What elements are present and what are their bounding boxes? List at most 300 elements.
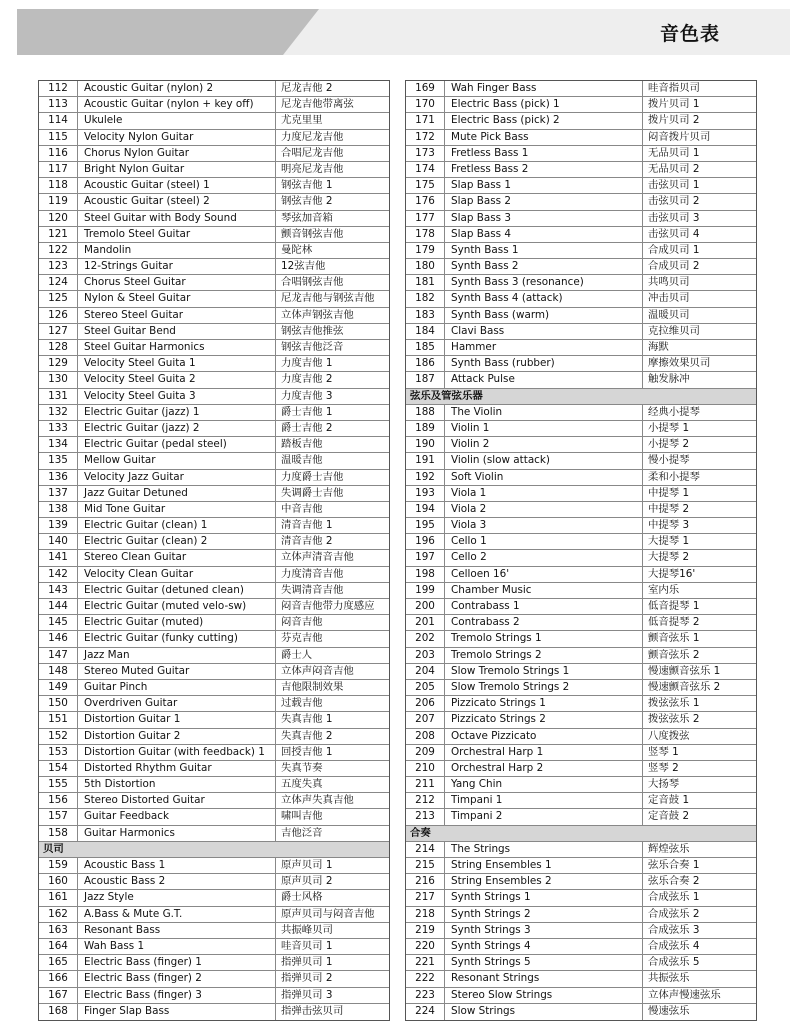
voice-number: 196 [406, 534, 445, 549]
table-row [39, 502, 389, 518]
table-row [406, 599, 756, 615]
table-row [406, 890, 756, 906]
table-row [39, 113, 389, 129]
voice-name-english: Tremolo Steel Guitar [78, 227, 276, 242]
voice-name-chinese: 室内乐 [648, 583, 680, 596]
voice-name-english: Electric Bass (pick) 1 [445, 97, 643, 112]
table-row [39, 389, 389, 405]
voice-name-english: Orchestral Harp 2 [445, 761, 643, 776]
voice-number: 154 [39, 761, 78, 776]
voice-name-english: Hammer [445, 340, 643, 355]
voice-number: 124 [39, 275, 78, 290]
voice-name-chinese: 尼龙吉他 2 [281, 82, 333, 94]
voice-name-english: Orchestral Harp 1 [445, 745, 643, 760]
voice-name-english: Slap Bass 3 [445, 211, 643, 226]
voice-name-english: Slap Bass 4 [445, 227, 643, 242]
voice-number: 183 [406, 308, 445, 323]
table-row [39, 988, 389, 1004]
voice-name-chinese: 12弦吉他 [281, 260, 326, 273]
table-row [406, 534, 756, 550]
voice-name-chinese: 合成弦乐 5 [648, 956, 700, 969]
voice-number: 146 [39, 631, 78, 646]
voice-number: 198 [406, 567, 445, 582]
voice-number: 200 [406, 599, 445, 614]
table-row [406, 178, 756, 194]
voice-number: 175 [406, 178, 445, 193]
voice-name-chinese: 钢弦吉他泛音 [281, 341, 344, 353]
voice-name-english: Electric Guitar (detuned clean) [78, 583, 276, 598]
voice-name-english: Chorus Steel Guitar [78, 275, 276, 290]
table-row [39, 729, 389, 745]
voice-name-english: Electric Guitar (jazz) 2 [78, 421, 276, 436]
table-row [406, 502, 756, 518]
voice-name-chinese: 钢弦吉他推弦 [281, 324, 344, 337]
voice-name-english: Electric Bass (finger) 2 [78, 971, 276, 986]
voice-name-chinese: 立体声慢速弦乐 [648, 988, 721, 1001]
voice-name-english: Distortion Guitar (with feedback) 1 [78, 745, 276, 760]
voice-number: 178 [406, 227, 445, 242]
voice-number: 215 [406, 858, 445, 873]
voice-number: 174 [406, 162, 445, 177]
voice-name-english: Stereo Steel Guitar [78, 308, 276, 323]
voice-name-english: Jazz Style [78, 890, 276, 905]
voice-number: 164 [39, 939, 78, 954]
voice-number: 168 [39, 1004, 78, 1020]
table-row [406, 291, 756, 307]
header-diagonal [283, 9, 319, 55]
voice-name-chinese: 尼龙吉他与钢弦吉他 [281, 292, 375, 305]
table-row [39, 648, 389, 664]
table-row [406, 421, 756, 437]
table-row [39, 599, 389, 615]
voice-name-chinese: 竖琴 2 [648, 761, 679, 774]
table-row [39, 470, 389, 486]
table-row [406, 405, 756, 421]
voice-table-left [38, 80, 390, 1021]
voice-name-english: The Strings [445, 842, 643, 857]
table-row [39, 567, 389, 583]
table-row [39, 130, 389, 146]
table-row [39, 324, 389, 340]
table-row [406, 437, 756, 453]
voice-number: 155 [39, 777, 78, 792]
voice-number: 150 [39, 696, 78, 711]
voice-number: 220 [406, 939, 445, 954]
voice-name-english: Overdriven Guitar [78, 696, 276, 711]
voice-name-english: Synth Bass (warm) [445, 308, 643, 323]
voice-name-english: Synth Bass 2 [445, 259, 643, 274]
voice-number: 121 [39, 227, 78, 242]
table-row [406, 324, 756, 340]
voice-number: 144 [39, 599, 78, 614]
table-row [39, 696, 389, 712]
voice-name-english: Stereo Slow Strings [445, 988, 643, 1003]
voice-name-english: Viola 1 [445, 486, 643, 501]
table-row [406, 939, 756, 955]
table-row [406, 971, 756, 987]
voice-name-chinese: 共鸣贝司 [648, 276, 690, 289]
voice-number: 142 [39, 567, 78, 582]
voice-name-english: Violin 2 [445, 437, 643, 452]
table-row [406, 712, 756, 728]
voice-number: 140 [39, 534, 78, 549]
voice-name-chinese: 指弹贝司 2 [281, 972, 333, 985]
voice-number: 199 [406, 583, 445, 598]
voice-name-english: Acoustic Guitar (nylon) 2 [78, 81, 276, 96]
voice-number: 219 [406, 923, 445, 938]
voice-name-chinese: 颤音弦乐 2 [648, 648, 700, 661]
voice-name-chinese: 无品贝司 1 [648, 146, 700, 159]
voice-number: 216 [406, 874, 445, 889]
table-row [39, 793, 389, 809]
voice-name-chinese: 合成弦乐 1 [648, 891, 700, 904]
table-row [406, 470, 756, 486]
voice-name-chinese: 哇音贝司 1 [281, 939, 333, 952]
table-row [39, 615, 389, 631]
voice-name-chinese: 回授吉他 1 [281, 745, 333, 758]
voice-name-english: Steel Guitar Bend [78, 324, 276, 339]
voice-name-english: Octave Pizzicato [445, 729, 643, 744]
voice-name-english: Distortion Guitar 2 [78, 729, 276, 744]
voice-name-chinese: 竖琴 1 [648, 745, 679, 758]
voice-name-english: Cello 1 [445, 534, 643, 549]
voice-name-chinese: 弦乐合奏 1 [648, 859, 700, 871]
voice-name-chinese: 哇音指贝司 [648, 82, 700, 94]
voice-name-english: Mid Tone Guitar [78, 502, 276, 517]
voice-name-chinese: 闷音吉他带力度感应 [281, 600, 375, 612]
voice-number: 126 [39, 308, 78, 323]
voice-name-chinese: 曼陀林 [281, 243, 313, 256]
voice-number: 116 [39, 146, 78, 161]
table-row [39, 939, 389, 955]
voice-name-chinese: 啸叫吉他 [281, 810, 323, 823]
voice-name-chinese: 失真节奏 [281, 761, 323, 774]
voice-number: 197 [406, 550, 445, 565]
voice-number: 224 [406, 1004, 445, 1020]
voice-name-english: Steel Guitar with Body Sound [78, 211, 276, 226]
voice-name-chinese: 指弹贝司 3 [281, 988, 333, 1001]
voice-name-english: The Violin [445, 405, 643, 420]
voice-number: 222 [406, 971, 445, 986]
voice-number: 195 [406, 518, 445, 533]
voice-name-chinese: 力度吉他 3 [281, 389, 333, 402]
voice-name-english: Timpani 1 [445, 793, 643, 808]
table-row [39, 1004, 389, 1020]
table-row [406, 308, 756, 324]
voice-name-chinese: 中提琴 1 [648, 486, 690, 499]
table-row [39, 421, 389, 437]
voice-name-chinese: 五度失真 [281, 778, 323, 791]
voice-name-english: Electric Bass (pick) 2 [445, 113, 643, 128]
voice-number: 114 [39, 113, 78, 128]
voice-name-chinese: 共振峰贝司 [281, 923, 333, 936]
voice-name-chinese: 定音鼓 1 [648, 794, 690, 807]
table-row [39, 971, 389, 987]
voice-name-chinese: 克拉维贝司 [648, 324, 700, 337]
voice-number: 113 [39, 97, 78, 112]
table-row [39, 809, 389, 825]
voice-name-english: Chorus Nylon Guitar [78, 146, 276, 161]
voice-number: 194 [406, 502, 445, 517]
voice-number: 208 [406, 729, 445, 744]
table-row [406, 162, 756, 178]
table-row [39, 518, 389, 534]
voice-name-english: Velocity Nylon Guitar [78, 130, 276, 145]
voice-number: 112 [39, 81, 78, 96]
voice-name-chinese: 原声贝司与闷音吉他 [281, 907, 375, 920]
voice-number: 167 [39, 988, 78, 1003]
voice-name-chinese: 定音鼓 2 [648, 810, 690, 823]
voice-name-english: Electric Guitar (pedal steel) [78, 437, 276, 452]
voice-name-chinese: 大扬琴 [648, 778, 680, 791]
voice-name-chinese: 钢弦吉他 1 [281, 179, 333, 192]
voice-name-english: Electric Guitar (jazz) 1 [78, 405, 276, 420]
voice-name-chinese: 力度吉他 2 [281, 373, 333, 386]
table-row [406, 761, 756, 777]
voice-name-chinese: 慢速颤音弦乐 1 [648, 664, 721, 677]
voice-number: 156 [39, 793, 78, 808]
voice-number: 157 [39, 809, 78, 824]
voice-name-chinese: 闷音吉他 [281, 616, 323, 629]
voice-number: 158 [39, 826, 78, 841]
voice-number: 131 [39, 389, 78, 404]
voice-name-english: Slap Bass 2 [445, 194, 643, 209]
voice-name-english: Clavi Bass [445, 324, 643, 339]
voice-name-chinese: 拨片贝司 1 [648, 98, 700, 111]
table-row [406, 874, 756, 890]
voice-name-english: Slow Tremolo Strings 1 [445, 664, 643, 679]
voice-name-english: Timpani 2 [445, 809, 643, 824]
table-row [39, 227, 389, 243]
voice-name-chinese: 琴弦加音箱 [281, 211, 333, 224]
table-row [406, 227, 756, 243]
voice-number: 173 [406, 146, 445, 161]
voice-name-english: Slap Bass 1 [445, 178, 643, 193]
voice-name-chinese: 立体声钢弦吉他 [281, 308, 354, 321]
voice-name-english: Synth Strings 3 [445, 923, 643, 938]
voice-name-english: Synth Bass (rubber) [445, 356, 643, 371]
table-row [406, 615, 756, 631]
voice-name-english: Acoustic Guitar (steel) 2 [78, 194, 276, 209]
table-row [39, 372, 389, 388]
table-row [39, 162, 389, 178]
voice-name-chinese: 合成贝司 1 [648, 243, 700, 256]
table-row [39, 907, 389, 923]
voice-name-chinese: 经典小提琴 [648, 405, 700, 418]
table-row [406, 518, 756, 534]
voice-name-chinese: 中提琴 3 [648, 519, 690, 532]
voice-number: 141 [39, 550, 78, 565]
voice-number: 205 [406, 680, 445, 695]
voice-name-chinese: 清音吉他 1 [281, 519, 333, 532]
voice-name-chinese: 失调清音吉他 [281, 583, 344, 596]
voice-name-english: Pizzicato Strings 1 [445, 696, 643, 711]
voice-name-chinese: 摩擦效果贝司 [648, 357, 711, 370]
voice-name-english: Velocity Steel Guita 2 [78, 372, 276, 387]
voice-name-chinese: 击弦贝司 3 [648, 211, 700, 224]
table-row [406, 259, 756, 275]
table-row [406, 113, 756, 129]
voice-name-english: Chamber Music [445, 583, 643, 598]
voice-number: 125 [39, 291, 78, 306]
voice-number: 189 [406, 421, 445, 436]
voice-name-chinese: 立体声失真吉他 [281, 794, 354, 807]
page-header [17, 9, 790, 55]
table-row [39, 275, 389, 291]
table-row [406, 243, 756, 259]
voice-name-chinese: 柔和小提琴 [648, 470, 700, 483]
voice-number: 147 [39, 648, 78, 663]
voice-number: 203 [406, 648, 445, 663]
voice-name-chinese: 失调爵士吉他 [281, 486, 344, 499]
table-row [39, 178, 389, 194]
voice-name-chinese: 爵士风格 [281, 891, 323, 904]
voice-name-english: Soft Violin [445, 470, 643, 485]
voice-name-english: Synth Bass 4 (attack) [445, 291, 643, 306]
table-row [39, 955, 389, 971]
voice-name-english: Electric Guitar (muted velo-sw) [78, 599, 276, 614]
voice-name-english: Stereo Distorted Guitar [78, 793, 276, 808]
table-row [39, 550, 389, 566]
voice-number: 213 [406, 809, 445, 824]
voice-number: 122 [39, 243, 78, 258]
voice-name-chinese: 力度爵士吉他 [281, 470, 344, 483]
table-row [406, 907, 756, 923]
voice-number: 165 [39, 955, 78, 970]
voice-name-english: String Ensembles 1 [445, 858, 643, 873]
voice-name-chinese: 八度拨弦 [648, 729, 690, 742]
voice-name-english: Celloen 16' [445, 567, 643, 582]
voice-name-chinese: 爵士吉他 2 [281, 421, 333, 434]
voice-name-chinese: 失真吉他 2 [281, 729, 333, 742]
voice-name-english: Guitar Harmonics [78, 826, 276, 841]
table-row [39, 858, 389, 874]
voice-name-chinese: 钢弦吉他 2 [281, 195, 333, 208]
table-row [406, 858, 756, 874]
voice-number: 185 [406, 340, 445, 355]
voice-name-english: Wah Bass 1 [78, 939, 276, 954]
voice-number: 172 [406, 130, 445, 145]
voice-number: 152 [39, 729, 78, 744]
voice-number: 160 [39, 874, 78, 889]
voice-name-english: Wah Finger Bass [445, 81, 643, 96]
table-row [39, 712, 389, 728]
table-row [39, 631, 389, 647]
table-row [39, 486, 389, 502]
voice-number: 182 [406, 291, 445, 306]
voice-name-chinese: 踏板吉他 [281, 438, 323, 451]
voice-number: 209 [406, 745, 445, 760]
voice-name-english: Electric Guitar (clean) 1 [78, 518, 276, 533]
voice-name-chinese: 击弦贝司 2 [648, 195, 700, 208]
table-row [406, 130, 756, 146]
table-row [39, 583, 389, 599]
voice-name-chinese: 合唱尼龙吉他 [281, 146, 344, 159]
table-row [39, 194, 389, 210]
voice-number: 128 [39, 340, 78, 355]
voice-name-english: Electric Bass (finger) 3 [78, 988, 276, 1003]
voice-name-chinese: 中提琴 2 [648, 502, 690, 515]
table-row [406, 275, 756, 291]
table-row [406, 923, 756, 939]
voice-number: 181 [406, 275, 445, 290]
table-row [406, 81, 756, 97]
voice-name-chinese: 合成贝司 2 [648, 260, 700, 273]
table-row [406, 486, 756, 502]
voice-name-english: Steel Guitar Harmonics [78, 340, 276, 355]
table-row [406, 988, 756, 1004]
voice-number: 161 [39, 890, 78, 905]
voice-number: 190 [406, 437, 445, 452]
voice-name-chinese: 击弦贝司 4 [648, 227, 700, 240]
voice-name-english: Synth Strings 1 [445, 890, 643, 905]
voice-name-chinese: 原声贝司 1 [281, 859, 333, 871]
voice-name-english: Electric Guitar (funky cutting) [78, 631, 276, 646]
voice-name-english: Acoustic Guitar (nylon + key off) [78, 97, 276, 112]
table-row [406, 211, 756, 227]
voice-name-chinese: 吉他限制效果 [281, 680, 344, 693]
voice-name-english: Finger Slap Bass [78, 1004, 276, 1020]
table-row [406, 583, 756, 599]
voice-name-chinese: 失真吉他 1 [281, 713, 333, 726]
voice-number: 134 [39, 437, 78, 452]
voice-number: 118 [39, 178, 78, 193]
voice-number: 166 [39, 971, 78, 986]
table-row [406, 793, 756, 809]
voice-name-english: Viola 2 [445, 502, 643, 517]
voice-number: 210 [406, 761, 445, 776]
voice-number: 176 [406, 194, 445, 209]
voice-name-english: Violin 1 [445, 421, 643, 436]
voice-name-chinese: 指弹贝司 1 [281, 956, 333, 969]
table-row [39, 761, 389, 777]
voice-name-chinese: 慢速颤音弦乐 2 [648, 680, 721, 693]
voice-name-chinese: 慢速弦乐 [648, 1004, 690, 1017]
table-row [406, 955, 756, 971]
voice-number: 162 [39, 907, 78, 922]
table-row [39, 680, 389, 696]
voice-name-english: Resonant Bass [78, 923, 276, 938]
voice-name-english: Synth Strings 2 [445, 907, 643, 922]
table-row [406, 809, 756, 825]
voice-number: 135 [39, 453, 78, 468]
voice-name-chinese: 力度吉他 1 [281, 357, 333, 370]
table-row [39, 890, 389, 906]
table-row [406, 453, 756, 469]
table-row [406, 729, 756, 745]
voice-number: 129 [39, 356, 78, 371]
voice-number: 120 [39, 211, 78, 226]
voice-name-english: Attack Pulse [445, 372, 643, 387]
voice-name-english: Guitar Feedback [78, 809, 276, 824]
voice-name-chinese: 合成弦乐 3 [648, 923, 700, 936]
voice-name-chinese: 辉煌弦乐 [648, 842, 690, 855]
voice-name-english: String Ensembles 2 [445, 874, 643, 889]
voice-number: 184 [406, 324, 445, 339]
voice-number: 212 [406, 793, 445, 808]
table-row [406, 567, 756, 583]
voice-name-english: Nylon & Steel Guitar [78, 291, 276, 306]
table-row [39, 745, 389, 761]
voice-number: 201 [406, 615, 445, 630]
section-header: 弦乐及管弦乐器 [406, 389, 756, 405]
voice-name-chinese: 低音提琴 2 [648, 616, 700, 629]
voice-number: 193 [406, 486, 445, 501]
voice-name-chinese: 小提琴 2 [648, 438, 690, 451]
table-row [406, 648, 756, 664]
table-row [39, 777, 389, 793]
voice-number: 145 [39, 615, 78, 630]
